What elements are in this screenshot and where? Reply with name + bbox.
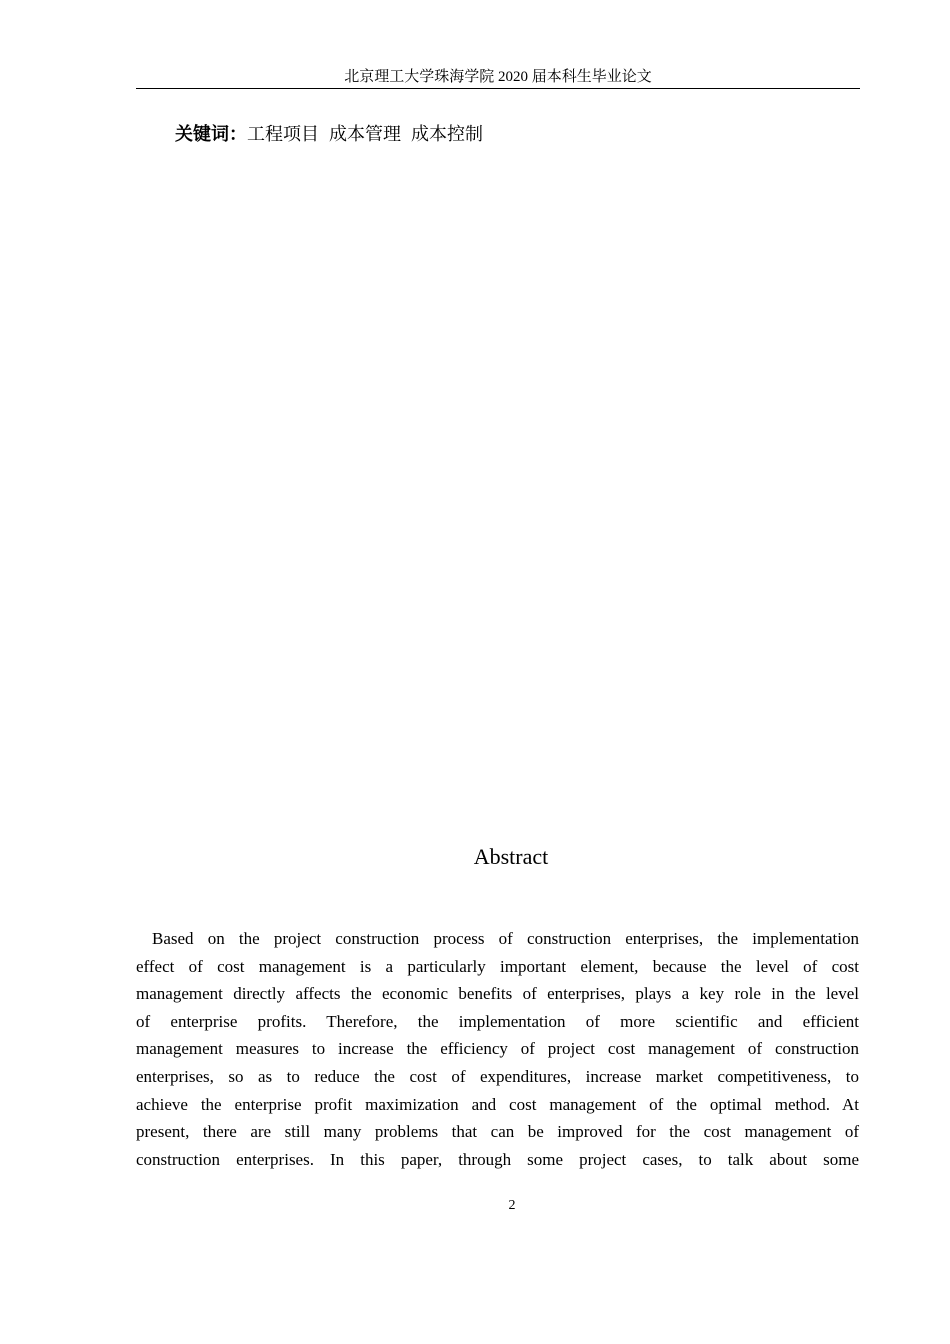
abstract-line: management directly affects the economic benefits of enterprises, plays a key role in the level <box>136 984 859 1004</box>
abstract-line: Based on the project construction process of construction enterprises, the implementation <box>152 929 859 948</box>
abstract-line: of enterprise profits. Therefore, the implementation of more scientific and efficient <box>136 1011 859 1031</box>
keyword-term: 工程项目 <box>247 124 319 144</box>
abstract-body <box>136 925 859 1173</box>
page-number: 2 <box>508 1198 516 1213</box>
abstract-line: management measures to increase the efficiency of project cost management of construction <box>136 1039 859 1059</box>
abstract-line: construction enterprises. In this paper, through some project cases, to talk about some <box>136 1149 859 1169</box>
abstract-title: Abstract <box>473 844 549 869</box>
keyword-term: 成本管理 <box>329 124 401 144</box>
abstract-line: present, there are still many problems that can be improved for the cost management of <box>136 1122 859 1142</box>
keywords-line <box>175 122 493 146</box>
abstract-line: enterprises, so as to reduce the cost of expenditures, increase market competitiveness, to <box>136 1066 859 1086</box>
abstract-line: effect of cost management is a particularly important element, because the level of cost <box>136 956 859 976</box>
keywords-label: 关键词： <box>175 124 247 144</box>
abstract-line: achieve the enterprise profit maximization and cost management of the optimal method. At <box>136 1094 859 1114</box>
page-header <box>136 66 860 89</box>
header-title: 北京理工大学珠海学院 2020 届本科生毕业论文 <box>344 69 652 85</box>
keyword-term: 成本控制 <box>411 124 483 144</box>
